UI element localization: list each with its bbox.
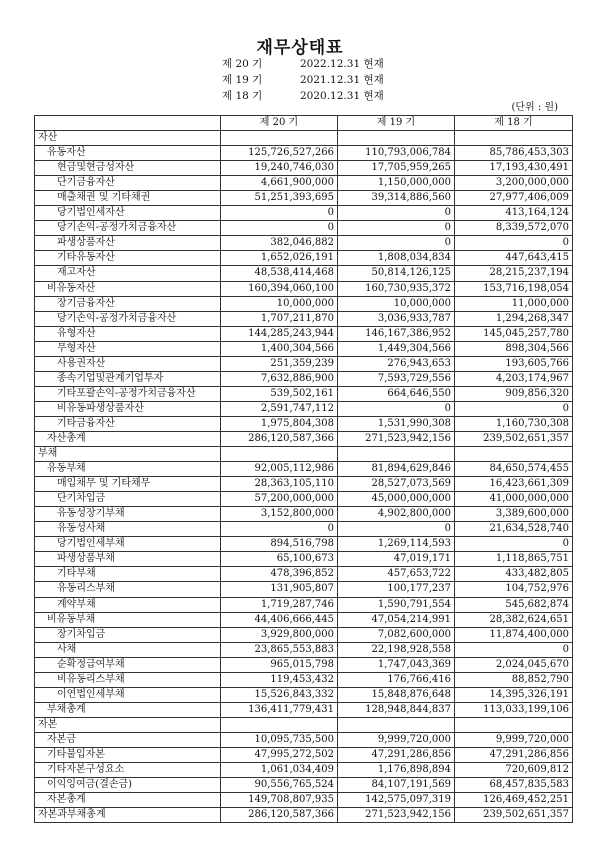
row-value: 39,314,886,560 <box>338 191 455 206</box>
row-value: 1,061,034,409 <box>221 763 338 778</box>
row-value: 50,814,126,125 <box>338 266 455 281</box>
table-row <box>35 146 573 161</box>
row-label: 비유동자산 <box>35 281 221 296</box>
row-label: 순확정급여부채 <box>35 657 221 672</box>
row-label: 이익잉여금(결손금) <box>35 778 221 793</box>
table-row <box>35 416 573 431</box>
row-value: 84,107,191,569 <box>338 778 455 793</box>
row-value: 10,095,735,500 <box>221 732 338 747</box>
row-value: 1,150,000,000 <box>338 176 455 191</box>
row-value: 4,661,900,000 <box>221 176 338 191</box>
row-value: 1,975,804,308 <box>221 416 338 431</box>
row-value: 271,523,942,156 <box>338 808 455 823</box>
row-value: 720,609,812 <box>455 763 573 778</box>
row-label: 장기금융자산 <box>35 296 221 311</box>
row-value: 894,516,798 <box>221 537 338 552</box>
row-value: 382,046,882 <box>221 236 338 251</box>
row-value: 539,502,161 <box>221 386 338 401</box>
row-label: 유동성사채 <box>35 522 221 537</box>
table-row <box>35 447 573 462</box>
row-value: 16,423,661,309 <box>455 477 573 492</box>
row-value: 1,808,034,834 <box>338 251 455 266</box>
balance-sheet-table <box>34 115 573 823</box>
row-value: 48,538,414,468 <box>221 266 338 281</box>
row-label: 유동리스부채 <box>35 582 221 597</box>
table-row <box>35 597 573 612</box>
row-label: 단기금융자산 <box>35 176 221 191</box>
row-value: 51,251,393,695 <box>221 191 338 206</box>
row-value: 664,646,550 <box>338 386 455 401</box>
row-value: 81,894,629,846 <box>338 462 455 477</box>
row-value: 1,176,898,894 <box>338 763 455 778</box>
row-value: 1,269,114,593 <box>338 537 455 552</box>
row-value: 239,502,651,357 <box>455 431 573 446</box>
row-label: 유동성장기부채 <box>35 507 221 522</box>
row-value: 21,634,528,740 <box>455 522 573 537</box>
row-value: 14,395,326,191 <box>455 687 573 702</box>
table-row <box>35 477 573 492</box>
row-label: 유동자산 <box>35 146 221 161</box>
row-value: 1,590,791,554 <box>338 597 455 612</box>
row-value: 4,902,800,000 <box>338 507 455 522</box>
row-value: 45,000,000,000 <box>338 492 455 507</box>
row-label: 유동부채 <box>35 462 221 477</box>
row-value: 131,905,807 <box>221 582 338 597</box>
row-label: 자산총계 <box>35 431 221 446</box>
row-value: 17,705,959,265 <box>338 161 455 176</box>
table-row <box>35 131 573 146</box>
row-value: 15,848,876,648 <box>338 687 455 702</box>
row-value: 119,453,432 <box>221 672 338 687</box>
row-value: 433,482,805 <box>455 567 573 582</box>
row-value: 7,082,600,000 <box>338 627 455 642</box>
row-label: 유형자산 <box>35 326 221 341</box>
row-value: 1,160,730,308 <box>455 416 573 431</box>
header-period-20: 제 20 기 <box>221 116 338 131</box>
row-label: 자본과부채총계 <box>35 808 221 823</box>
table-row <box>35 793 573 808</box>
row-value: 9,999,720,000 <box>338 732 455 747</box>
row-value: 136,411,779,431 <box>221 702 338 717</box>
row-value: 1,118,865,751 <box>455 552 573 567</box>
row-value <box>338 447 455 462</box>
table-row <box>35 492 573 507</box>
row-label: 계약부채 <box>35 597 221 612</box>
row-label: 부채총계 <box>35 702 221 717</box>
table-row <box>35 672 573 687</box>
row-label: 파생상품부채 <box>35 552 221 567</box>
row-value: 0 <box>221 221 338 236</box>
row-value: 3,929,800,000 <box>221 627 338 642</box>
table-row <box>35 717 573 732</box>
table-row <box>35 236 573 251</box>
table-row <box>35 191 573 206</box>
table-row <box>35 657 573 672</box>
row-value: 4,203,174,967 <box>455 371 573 386</box>
row-value: 7,593,729,556 <box>338 371 455 386</box>
row-value: 28,527,073,569 <box>338 477 455 492</box>
period-row <box>222 72 384 88</box>
row-value: 47,019,171 <box>338 552 455 567</box>
row-value: 47,291,286,856 <box>455 747 573 762</box>
row-value: 10,000,000 <box>338 296 455 311</box>
row-label: 기타부채 <box>35 567 221 582</box>
row-value: 965,015,798 <box>221 657 338 672</box>
row-value: 92,005,112,986 <box>221 462 338 477</box>
table-row <box>35 522 573 537</box>
row-label: 사채 <box>35 642 221 657</box>
table-row <box>35 401 573 416</box>
row-value: 193,605,766 <box>455 356 573 371</box>
row-value: 413,164,124 <box>455 206 573 221</box>
table-row <box>35 507 573 522</box>
row-label: 이연법인세부채 <box>35 687 221 702</box>
period-list <box>222 56 384 104</box>
row-value: 1,400,304,566 <box>221 341 338 356</box>
row-value: 271,523,942,156 <box>338 431 455 446</box>
row-value <box>455 717 573 732</box>
row-value: 0 <box>221 522 338 537</box>
row-value: 10,000,000 <box>221 296 338 311</box>
row-value: 104,752,976 <box>455 582 573 597</box>
row-value: 19,240,746,030 <box>221 161 338 176</box>
row-value: 3,152,800,000 <box>221 507 338 522</box>
row-value: 113,033,199,106 <box>455 702 573 717</box>
row-value: 286,120,587,366 <box>221 431 338 446</box>
table-row <box>35 687 573 702</box>
row-value: 1,531,990,308 <box>338 416 455 431</box>
table-row <box>35 326 573 341</box>
row-label: 매출채권 및 기타채권 <box>35 191 221 206</box>
row-value: 144,285,243,944 <box>221 326 338 341</box>
row-value: 3,036,933,787 <box>338 311 455 326</box>
row-label: 당기손익-공정가치금융자산 <box>35 221 221 236</box>
row-label: 비유동리스부채 <box>35 672 221 687</box>
row-value: 0 <box>338 206 455 221</box>
table-row <box>35 311 573 326</box>
row-value: 153,716,198,054 <box>455 281 573 296</box>
row-value: 457,653,722 <box>338 567 455 582</box>
row-label: 자산 <box>35 131 221 146</box>
table-row <box>35 627 573 642</box>
table-row <box>35 778 573 793</box>
row-label: 기타포괄손익-공정가치금융자산 <box>35 386 221 401</box>
row-value: 110,793,006,784 <box>338 146 455 161</box>
page-title: 재무상태표 <box>256 38 344 58</box>
row-value: 142,575,097,319 <box>338 793 455 808</box>
row-label: 자본금 <box>35 732 221 747</box>
row-value: 85,786,453,303 <box>455 146 573 161</box>
row-value: 1,747,043,369 <box>338 657 455 672</box>
period-name: 제 20 기 <box>222 58 263 70</box>
row-value: 47,995,272,502 <box>221 747 338 762</box>
unit-label: (단위 : 원) <box>511 102 558 113</box>
row-value: 0 <box>338 522 455 537</box>
table-row <box>35 462 573 477</box>
row-value: 0 <box>455 642 573 657</box>
row-value <box>221 447 338 462</box>
row-value <box>221 131 338 146</box>
row-value: 145,045,257,780 <box>455 326 573 341</box>
row-value: 176,766,416 <box>338 672 455 687</box>
row-value: 0 <box>455 401 573 416</box>
row-value: 100,177,237 <box>338 582 455 597</box>
row-label: 현금및현금성자산 <box>35 161 221 176</box>
table-row <box>35 206 573 221</box>
row-value: 1,719,287,746 <box>221 597 338 612</box>
row-value: 9,999,720,000 <box>455 732 573 747</box>
row-label: 매입채무 및 기타채무 <box>35 477 221 492</box>
table-row <box>35 221 573 236</box>
row-value: 1,449,304,566 <box>338 341 455 356</box>
row-value: 7,632,886,900 <box>221 371 338 386</box>
row-label: 무형자산 <box>35 341 221 356</box>
row-value: 44,406,666,445 <box>221 612 338 627</box>
row-value: 68,457,835,583 <box>455 778 573 793</box>
table-row <box>35 371 573 386</box>
row-label: 부채 <box>35 447 221 462</box>
table-row <box>35 341 573 356</box>
period-name: 제 18 기 <box>222 90 263 102</box>
row-label: 재고자산 <box>35 266 221 281</box>
row-label: 파생상품자산 <box>35 236 221 251</box>
row-value: 545,682,874 <box>455 597 573 612</box>
row-value: 28,382,624,651 <box>455 612 573 627</box>
table-row <box>35 537 573 552</box>
row-label: 기타금융자산 <box>35 416 221 431</box>
header-period-19: 제 19 기 <box>338 116 455 131</box>
row-label: 자본 <box>35 717 221 732</box>
table-row <box>35 732 573 747</box>
row-value: 126,469,452,251 <box>455 793 573 808</box>
row-value: 17,193,430,491 <box>455 161 573 176</box>
row-value: 2,024,045,670 <box>455 657 573 672</box>
table-row <box>35 808 573 823</box>
row-value <box>338 131 455 146</box>
row-value: 0 <box>338 236 455 251</box>
table-row <box>35 747 573 762</box>
table-row <box>35 582 573 597</box>
row-value <box>221 717 338 732</box>
row-label: 기타자본구성요소 <box>35 763 221 778</box>
row-value: 23,865,553,883 <box>221 642 338 657</box>
row-value: 898,304,566 <box>455 341 573 356</box>
table-row <box>35 161 573 176</box>
table-row <box>35 567 573 582</box>
row-label: 자본총계 <box>35 793 221 808</box>
header-period-18: 제 18 기 <box>455 116 573 131</box>
table-header-row <box>35 116 573 131</box>
row-value: 128,948,844,837 <box>338 702 455 717</box>
row-value: 0 <box>338 221 455 236</box>
row-value: 11,874,400,000 <box>455 627 573 642</box>
table-row <box>35 642 573 657</box>
row-value: 3,389,600,000 <box>455 507 573 522</box>
table-row <box>35 431 573 446</box>
period-row <box>222 56 384 72</box>
row-value: 8,339,572,070 <box>455 221 573 236</box>
row-value <box>455 131 573 146</box>
row-label: 단기차입금 <box>35 492 221 507</box>
row-value: 65,100,673 <box>221 552 338 567</box>
row-value: 160,394,060,100 <box>221 281 338 296</box>
row-value <box>455 447 573 462</box>
row-value: 57,200,000,000 <box>221 492 338 507</box>
row-label: 기타유동자산 <box>35 251 221 266</box>
row-value: 90,556,765,524 <box>221 778 338 793</box>
row-value: 28,215,237,194 <box>455 266 573 281</box>
row-value: 88,852,790 <box>455 672 573 687</box>
period-row <box>222 88 384 104</box>
row-value: 0 <box>221 206 338 221</box>
row-value: 11,000,000 <box>455 296 573 311</box>
row-value: 15,526,843,332 <box>221 687 338 702</box>
period-date: 2021.12.31 현재 <box>300 74 384 86</box>
row-label: 당기법인세부채 <box>35 537 221 552</box>
header-label-col <box>35 116 221 131</box>
row-value: 2,591,747,112 <box>221 401 338 416</box>
row-value <box>338 717 455 732</box>
table-row <box>35 281 573 296</box>
row-label: 장기차입금 <box>35 627 221 642</box>
row-value: 0 <box>455 537 573 552</box>
table-row <box>35 763 573 778</box>
row-label: 비유동부채 <box>35 612 221 627</box>
row-value: 251,359,239 <box>221 356 338 371</box>
table-row <box>35 251 573 266</box>
row-value: 1,707,211,870 <box>221 311 338 326</box>
row-value: 478,396,852 <box>221 567 338 582</box>
row-label: 당기손익-공정가치금융자산 <box>35 311 221 326</box>
row-value: 27,977,406,009 <box>455 191 573 206</box>
row-label: 당기법인세자산 <box>35 206 221 221</box>
row-value: 47,291,286,856 <box>338 747 455 762</box>
row-value: 47,054,214,991 <box>338 612 455 627</box>
table-row <box>35 176 573 191</box>
row-value: 149,708,807,935 <box>221 793 338 808</box>
row-value: 239,502,651,357 <box>455 808 573 823</box>
row-value: 447,643,415 <box>455 251 573 266</box>
row-value: 41,000,000,000 <box>455 492 573 507</box>
row-value: 909,856,320 <box>455 386 573 401</box>
table-row <box>35 612 573 627</box>
row-value: 286,120,587,366 <box>221 808 338 823</box>
row-value: 276,943,653 <box>338 356 455 371</box>
row-value: 0 <box>338 401 455 416</box>
row-value: 125,726,527,266 <box>221 146 338 161</box>
row-value: 84,650,574,455 <box>455 462 573 477</box>
period-name: 제 19 기 <box>222 74 263 86</box>
row-value: 1,294,268,347 <box>455 311 573 326</box>
row-value: 22,198,928,558 <box>338 642 455 657</box>
row-value: 160,730,935,372 <box>338 281 455 296</box>
row-label: 비유동파생상품자산 <box>35 401 221 416</box>
row-value: 1,652,026,191 <box>221 251 338 266</box>
table-row <box>35 702 573 717</box>
table-row <box>35 552 573 567</box>
row-label: 종속기업및관계기업투자 <box>35 371 221 386</box>
row-value: 146,167,386,952 <box>338 326 455 341</box>
table-row <box>35 386 573 401</box>
row-value: 3,200,000,000 <box>455 176 573 191</box>
row-value: 28,363,105,110 <box>221 477 338 492</box>
row-label: 사용권자산 <box>35 356 221 371</box>
table-row <box>35 266 573 281</box>
table-row <box>35 296 573 311</box>
row-label: 기타불입자본 <box>35 747 221 762</box>
row-value: 0 <box>455 236 573 251</box>
table-row <box>35 356 573 371</box>
period-date: 2022.12.31 현재 <box>300 58 384 70</box>
period-date: 2020.12.31 현재 <box>300 90 384 102</box>
